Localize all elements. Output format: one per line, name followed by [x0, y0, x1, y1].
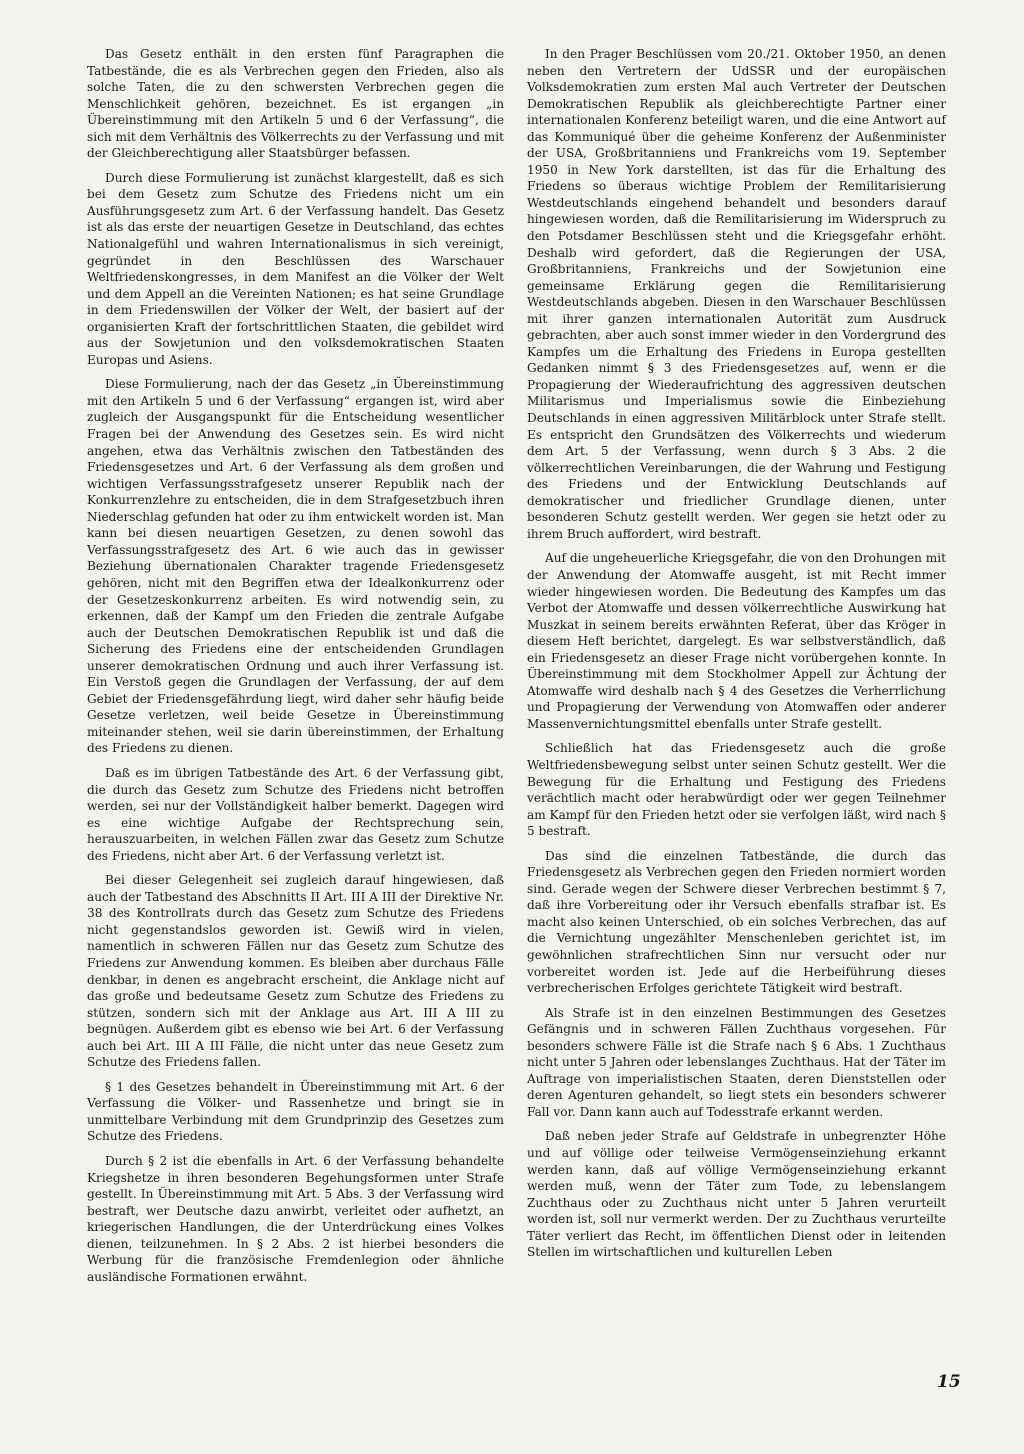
left-column	[87, 46, 504, 1293]
paragraph: Durch diese Formulierung ist zunächst klargestellt, daß es sich bei dem Gesetz zum Schutze des Friedens nicht um ein Ausführungsgesetz zum Art. 6 der Verfassung handelt. Das Gesetz ist als das erste der neuartigen Gesetze in Deutschland, das echtes Nationalgefühl und wahren Internationalismus in sich vereinigt, gegründet in den Beschlüssen des Warschauer Weltfriedenskongresses, in dem Manifest an die Völker der Welt und dem Appell an die Vereinten Nationen; es hat seine Grundlage in dem Friedenswillen der Völker der Welt, der basiert auf der organisierten Kraft der fortschrittlichen Staaten, die gebildet wird aus der Sowjetunion und den volksdemokratischen Staaten Europas und Asiens.	[87, 170, 504, 367]
paragraph: Das Gesetz enthält in den ersten fünf Paragraphen die Tatbestände, die es als Verbrechen gegen den Frieden, also als solche Taten, die zu den schwersten Verbrechen gegen die Menschlichkeit gehören, bezeichnet. Es ist ergangen „in Übereinstimmung mit den Artikeln 5 und 6 der Verfassung“, die sich mit dem Verhältnis des Völkerrechts zu der Verfassung und mit der Gleichberechtigung aller Staatsbürger befassen.	[87, 47, 504, 161]
paragraph: Schließlich hat das Friedensgesetz auch die große Weltfriedensbewegung selbst unter seinen Schutz gestellt. Wer die Bewegung für die Erhaltung und Festigung des Friedens verächtlich macht oder herabwürdigt oder wer gegen Teilnehmer am Kampf für den Frieden hetzt oder sie verfolgen läßt, wird nach § 5 bestraft.	[527, 741, 946, 839]
paragraph: § 1 des Gesetzes behandelt in Übereinstimmung mit Art. 6 der Verfassung die Völker- und Rassenhetze und bringt sie in unmittelbare Verbindung mit dem Grundprinzip des Gesetzes zum Schutze des Friedens.	[87, 1079, 504, 1144]
paragraph: Das sind die einzelnen Tatbestände, die durch das Friedensgesetz als Verbrechen gegen den Frieden normiert worden sind. Gerade wegen der Schwere dieser Verbrechen bestimmt § 7, daß ihre Vorbereitung oder ihr Versuch ebenfalls strafbar ist. Es macht also keinen Unterschied, ob ein solches Verbrechen, das auf die Vernichtung ungezählter Menschenleben gerichtet ist, im gewöhnlichen strafrechtlichen Sinn nur versucht oder nur vorbereitet worden ist. Jede auf die Herbeiführung dieses verbrecherischen Erfolges gerichtete Tätigkeit wird bestraft.	[527, 848, 946, 996]
page-number: 15	[937, 1372, 961, 1392]
paragraph: Durch § 2 ist die ebenfalls in Art. 6 der Verfassung behandelte Kriegshetze in ihren besonderen Begehungsformen unter Strafe gestellt. In Übereinstimmung mit Art. 5 Abs. 3 der Verfassung wird bestraft, wer Deutsche dazu anwirbt, verleitet oder aufhetzt, an kriegerischen Handlungen, die der Unterdrückung eines Volkes dienen, teilzunehmen. In § 2 Abs. 2 ist hierbei besonders die Werbung für die französische Fremdenlegion oder ähnliche ausländische Formationen erwähnt.	[87, 1154, 504, 1284]
paragraph: Auf die ungeheuerliche Kriegsgefahr, die von den Drohungen mit der Anwendung der Atomwaffe ausgeht, ist mit Recht immer wieder hingewiesen worden. Die Bedeutung des Kampfes um das Verbot der Atomwaffe und dessen völkerrechtliche Auswirkung hat Muszkat in seinem bereits erwähnten Referat, über das Kröger in diesem Heft berichtet, dargelegt. Es war selbstverständlich, daß ein Friedensgesetz an dieser Frage nicht vorübergehen konnte. In Übereinstimmung mit dem Stockholmer Appell zur Ächtung der Atomwaffe wird deshalb nach § 4 des Gesetzes die Verherrlichung und Propagierung der Verwendung von Atomwaffen oder anderer Massenvernichtungsmittel ebenfalls unter Strafe gestellt.	[527, 551, 946, 731]
right-column	[527, 46, 946, 1269]
paragraph: Daß es im übrigen Tatbestände des Art. 6 der Verfassung gibt, die durch das Gesetz zum Schutze des Friedens nicht betroffen werden, sei nur der Vollständigkeit halber bemerkt. Dagegen wird es eine wichtige Aufgabe der Rechtsprechung sein, herauszuarbeiten, in welchen Fällen zwar das Gesetz zum Schutze des Friedens, nicht aber Art. 6 der Verfassung verletzt ist.	[87, 765, 504, 863]
paragraph: Daß neben jeder Strafe auf Geldstrafe in unbegrenzter Höhe und auf völlige oder teilweise Vermögenseinziehung erkannt werden kann, daß auf völlige Vermögenseinziehung erkannt werden muß, wenn der Täter zum Tode, zu lebenslangem Zuchthaus oder zu Zuchthaus nicht unter 5 Jahren verurteilt worden ist, soll nur vermerkt werden. Der zu Zuchthaus verurteilte Täter verliert das Recht, im öffentlichen Dienst oder in leitenden Stellen im wirtschaftlichen und kulturellen Leben	[527, 1129, 946, 1260]
paragraph: In den Prager Beschlüssen vom 20./21. Oktober 1950, an denen neben den Vertretern der UdSSR und der europäischen Volksdemokratien zum ersten Mal auch Vertreter der Deutschen Demokratischen Republik als gleichberechtigte Partner einer internationalen Konferenz beteiligt waren, und die eine Antwort auf das Kommuniqué über die geheime Konferenz der Außenminister der USA, Großbritanniens und Frankreichs vom 19. September 1950 in New York darstellten, ist das für die Erhaltung des Friedens so überaus wichtige Problem der Remilitarisierung Westdeutschlands eingehend behandelt und besonders darauf hingewiesen worden, daß die Remilitarisierung im Widerspruch zu den Potsdamer Beschlüssen steht und die Kriegsgefahr erhöht. Deshalb wird gefordert, daß die Regierungen der USA, Großbritanniens, Frankreichs und der Sowjetunion eine gemeinsame Erklärung gegen die Remilitarisierung Westdeutschlands abgeben. Diesen in den Warschauer Beschlüssen mit ihrer ganzen internationalen Autorität zum Ausdruck gebrachten, aber auch sonst immer wieder in den Vordergrund des Kampfes um die Erhaltung des Friedens in Europa gestellten Gedanken nimmt § 3 des Friedensgesetzes auf, wenn er die Propagierung der Wiederaufrichtung des aggressiven deutschen Militarismus und Imperialismus sowie die Einbeziehung Deutschlands in einen aggressiven Militärblock unter Strafe stellt. Es entspricht den Grundsätzen des Völkerrechts und wiederum dem Art. 5 der Verfassung, wenn durch § 3 Abs. 2 die völkerrechtlichen Vereinbarungen, die der Wahrung und Festigung des Friedens und der Entwicklung Deutschlands auf demokratischer und friedlicher Grundlage dienen, unter besonderen Schutz gestellt werden. Wer gegen sie hetzt oder zu ihrem Bruch auffordert, wird bestraft.	[527, 47, 946, 541]
paragraph: Als Strafe ist in den einzelnen Bestimmungen des Gesetzes Gefängnis und in schweren Fällen Zuchthaus vorgesehen. Für besonders schwere Fälle ist die Strafe nach § 6 Abs. 1 Zuchthaus nicht unter 5 Jahren oder lebenslanges Zuchthaus. Hat der Täter im Auftrage von imperialistischen Staaten, deren Dienststellen oder deren Agenturen gehandelt, so liegt stets ein besonders schwerer Fall vor. Dann kann auch auf Todesstrafe erkannt werden.	[527, 1005, 946, 1119]
paragraph: Bei dieser Gelegenheit sei zugleich darauf hingewiesen, daß auch der Tatbestand des Abschnitts II Art. III A III der Direktive Nr. 38 des Kontrollrats durch das Gesetz zum Schutze des Friedens nicht gegenstandslos geworden ist. Gewiß wird in vielen, namentlich in schweren Fällen nur das Gesetz zum Schutze des Friedens zur Anwendung kommen. Es bleiben aber durchaus Fälle denkbar, in denen es angebracht erscheint, die Anklage nicht auf das große und bedeutsame Gesetz zum Schutze des Friedens zu stützen, sondern sich mit der Anklage aus Art. III A III zu begnügen. Außerdem gibt es ebenso wie bei Art. 6 der Verfassung auch bei Art. III A III Fälle, die nicht unter das neue Gesetz zum Schutze des Friedens fallen.	[87, 873, 504, 1070]
paragraph: Diese Formulierung, nach der das Gesetz „in Übereinstimmung mit den Artikeln 5 und 6 der Verfassung“ ergangen ist, wird aber zugleich der Ausgangspunkt für die Entscheidung wesentlicher Fragen bei der Anwendung des Gesetzes sein. Es wird nicht angehen, etwa das Verhältnis zwischen den Tatbeständen des Friedensgesetzes und Art. 6 der Verfassung als dem großen und wichtigen Verfassungsstrafgesetz unserer Republik nach der Konkurrenzlehre zu entscheiden, die in dem Strafgesetzbuch ihren Niederschlag gefunden hat oder zu ihm entwickelt worden ist. Man kann bei diesen neuartigen Gesetzen, zu denen sowohl das Verfassungsstrafgesetz des Art. 6 wie auch das in gewisser Beziehung übernationalen Charakter tragende Friedensgesetz gehören, nicht mit den Begriffen etwa der Idealkonkurrenz oder der Gesetzeskonkurrenz arbeiten. Es wird notwendig sein, zu erkennen, daß der Kampf um den Frieden die zentrale Aufgabe auch der Deutschen Demokratischen Republik ist und daß die Sicherung des Friedens eine der entscheidenden Grundlagen unserer demokratischen Ordnung und auch ihrer Verfassung ist. Ein Verstoß gegen die Grundlagen der Verfassung, der auf dem Gebiet der Friedensgefährdung liegt, wird daher sehr häufig beide Gesetze verletzen, weil beide Gesetze in Übereinstimmung miteinander stehen, weil sie darin übereinstimmen, der Erhaltung des Friedens zu dienen.	[87, 377, 504, 756]
